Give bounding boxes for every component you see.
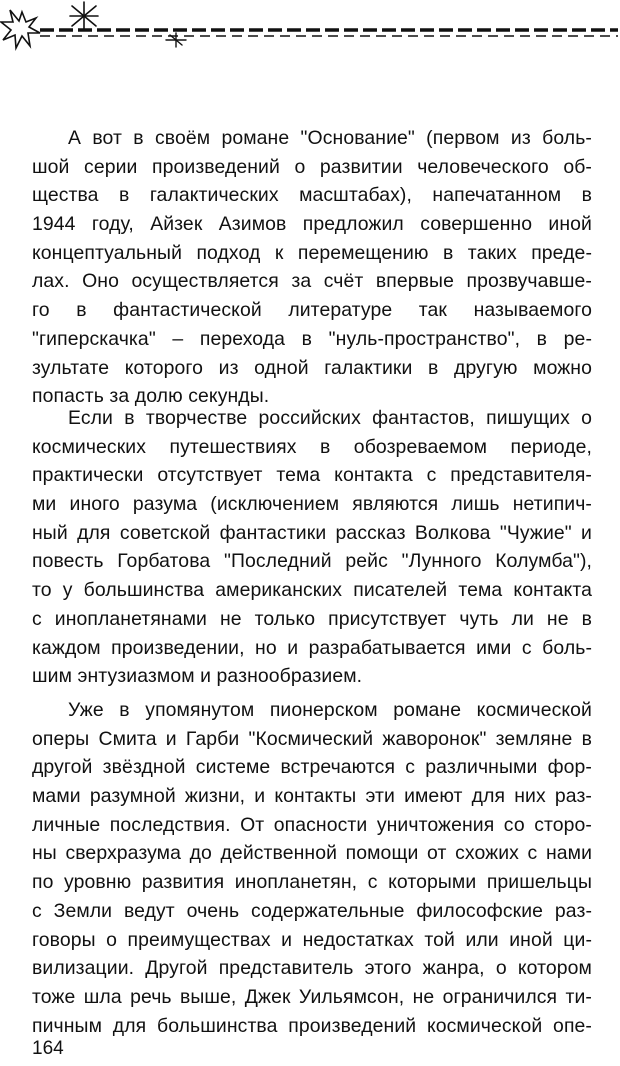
- text-line: концептуальный подход к перемещению в таких преде-: [32, 241, 592, 264]
- text-line: 1944 году, Айзек Азимов предложил совершенно иной: [32, 213, 592, 236]
- sparkle-icon: [70, 2, 98, 30]
- text-line: с Земли ведут очень содержательные философские раз-: [32, 899, 592, 922]
- text-line: лах. Оно осуществляется за счёт впервые прозвучавше-: [32, 270, 592, 293]
- text-line: ны сверхразума до действенной помощи от схожих с нами: [32, 842, 592, 865]
- text-line: по уровню развития инопланетян, с которыми пришельцы: [32, 871, 592, 894]
- header-ornament: [0, 0, 620, 60]
- text-line: ный для советской фантастики рассказ Волкова "Чужие" и: [32, 521, 592, 544]
- text-line: космических путешествиях в обозреваемом периоде,: [32, 435, 592, 458]
- text-line: пичным для большинства произведений космической опе-: [32, 1014, 592, 1037]
- page-number: 164: [32, 1038, 64, 1059]
- text-line: зультате которого из одной галактики в другую можно: [32, 356, 592, 379]
- paragraph-1: [32, 124, 592, 411]
- text-line: оперы Смита и Гарби "Космический жаворонок" земляне в: [32, 727, 592, 750]
- paragraph-3: [32, 696, 592, 1040]
- text-line: ми иного разума (исключением являются лишь нетипич-: [32, 493, 592, 516]
- text-line: вилизации. Другой представитель этого жанра, о котором: [32, 957, 592, 980]
- small-star-icon: [166, 33, 186, 47]
- text-line: тоже шла речь выше, Джек Уильямсон, не ограничился ти-: [32, 985, 592, 1008]
- text-line: щества в галактических масштабах), напечатанном в: [32, 184, 592, 207]
- text-line: говоры о преимуществах и недостатках той или иной ци-: [32, 928, 592, 951]
- text-line: каждом произведении, но и разрабатывается ими с боль-: [32, 636, 592, 659]
- text-line: повесть Горбатова "Последний рейс "Лунного Колумба"),: [32, 550, 592, 573]
- text-line: шим энтузиазмом и разнообразием.: [32, 665, 363, 688]
- text-line: личные последствия. От опасности уничтожения со сторо-: [32, 813, 592, 836]
- starburst-icon: [1, 10, 40, 48]
- text-line: мами разумной жизни, и контакты эти имеют для них раз-: [32, 785, 592, 808]
- paragraph-2: [32, 404, 592, 691]
- dashed-rule: [40, 30, 618, 36]
- text-line: Если в творчестве российских фантастов, пишущих о: [68, 407, 592, 429]
- text-line: Уже в упомянутом пионерском романе космической: [68, 699, 592, 721]
- text-line: с инопланетянами не только присутствует чуть ли не в: [32, 607, 592, 630]
- text-line: А вот в своём романе "Основание" (первом из боль-: [68, 127, 592, 149]
- text-line: другой звёздной системе встречаются с различными фор-: [32, 756, 592, 779]
- text-line: го в фантастической литературе так называемого: [32, 299, 592, 322]
- text-line: практически отсутствует тема контакта с представителя-: [32, 464, 592, 487]
- text-line: попасть за долю секунды.: [32, 385, 270, 408]
- text-line: шой серии произведений о развитии человеческого об-: [32, 155, 592, 178]
- text-line: "гиперскачка" – перехода в "нуль-пространство", в ре-: [32, 327, 592, 350]
- text-line: то у большинства американских писателей тема контакта: [32, 579, 592, 602]
